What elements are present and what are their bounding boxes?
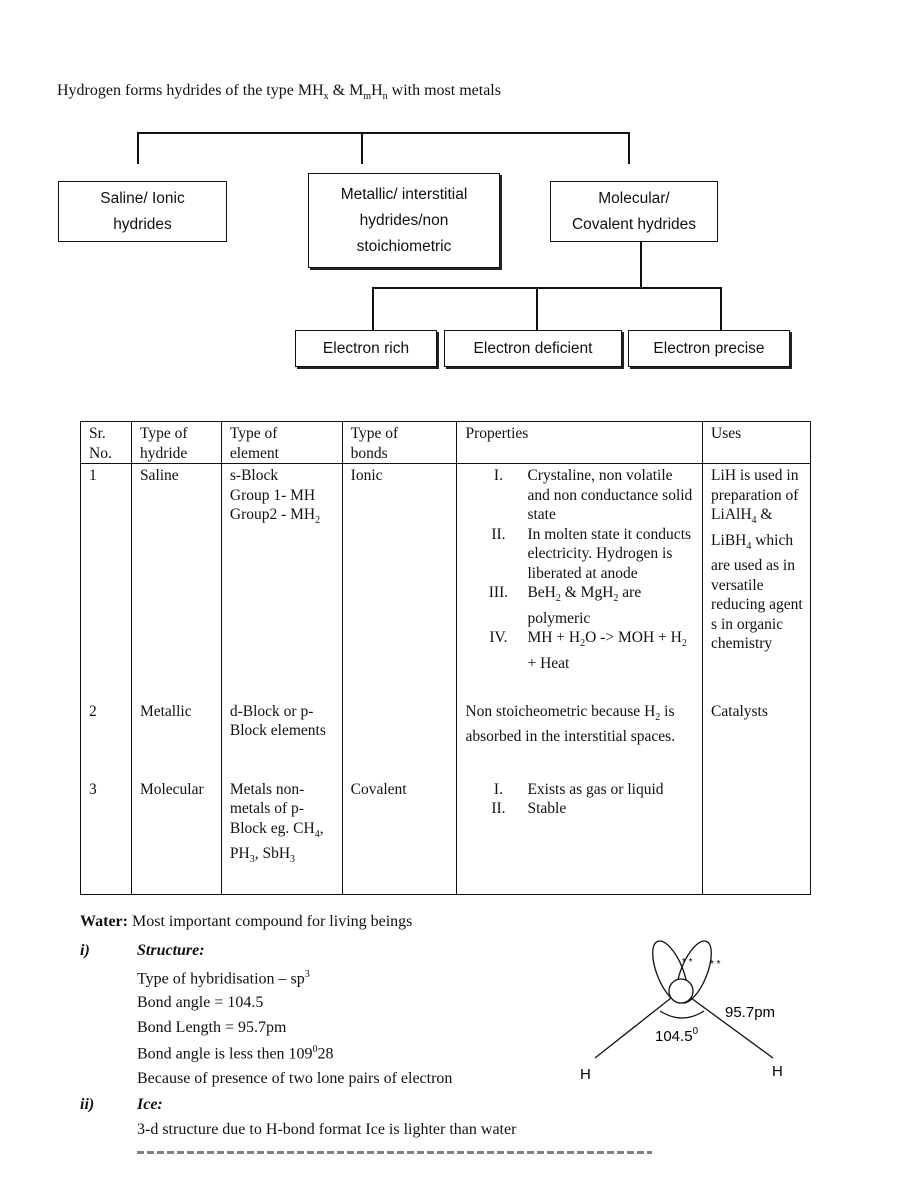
tree-drop-left — [137, 132, 139, 164]
row1-type: Saline — [131, 464, 221, 700]
row1-properties — [457, 464, 703, 700]
section-i-title: Structure: — [137, 942, 205, 959]
bond-angle-comparison-text: Bond angle is less then $109^028$ — [137, 1044, 334, 1063]
water-heading: Water: Most important compound for living beings — [80, 913, 413, 930]
bond-angle-text: Bond angle = 104.5 — [137, 994, 264, 1011]
electron-precise-box: Electron precise — [628, 330, 790, 367]
section-ii-number: ii) — [80, 1096, 95, 1113]
header-type-hydride: Type of hydride — [131, 422, 221, 464]
header-uses: Uses — [703, 422, 811, 464]
row2-bond — [342, 700, 457, 778]
hydride-table — [80, 421, 811, 895]
electron-rich-box: Electron rich — [295, 330, 437, 367]
section-ii-title: Ice: — [137, 1096, 163, 1113]
lone-pair-reason-text: Because of presence of two lone pairs of electron — [137, 1070, 453, 1087]
row2-sr: 2 — [81, 700, 132, 778]
tree-top-line — [137, 132, 630, 134]
hydrogen-right-label: H — [772, 1063, 783, 1080]
row2-type: Metallic — [131, 700, 221, 778]
subtree-drop-left — [372, 287, 374, 330]
row3-uses — [703, 778, 811, 895]
electron-deficient-box: Electron deficient — [444, 330, 622, 367]
row1-element: s-Block Group 1- MH Group2 - $MH_2$ — [221, 464, 342, 700]
molecular-drop-line — [640, 242, 642, 288]
oxygen-atom — [669, 979, 693, 1003]
metallic-hydrides-box: Metallic/ interstitial hydrides/non stoichiometric — [308, 173, 500, 268]
row3-element: Metals non-metals of p-Block eg. $CH_4$, $PH_3$, SbH$_3$ — [221, 778, 342, 895]
row3-bond: Covalent — [342, 778, 457, 895]
header-type-bonds: Type of bonds — [342, 422, 457, 464]
table-header-row — [81, 422, 811, 464]
property-item: II. In molten state it conducts electricity. Hydrogen is liberated at anode — [491, 525, 692, 582]
property-item: III. BeH$_2$ & MgH$_2$ are polymeric — [488, 584, 642, 627]
row3-type: Molecular — [131, 778, 221, 895]
table-row — [81, 700, 811, 778]
row2-uses: Catalysts — [703, 700, 811, 778]
tree-drop-right — [628, 132, 630, 164]
cut-off-line — [137, 1146, 652, 1156]
property-item: IV. MH + $H_2O$ -> MOH + $H_2$ + Heat — [489, 629, 687, 672]
property-item: II. Stable — [491, 800, 567, 817]
saline-hydrides-box: Saline/ Ionic hydrides — [58, 181, 227, 242]
row1-uses: LiH is used in preparation of LiAlH$_4$ & LiBH$_4$ which are used as in versatile reducing agent s in organic chemistry — [703, 464, 811, 700]
header-type-element: Type of element — [221, 422, 342, 464]
row1-bond: Ionic — [342, 464, 457, 700]
water-molecule-diagram — [570, 935, 800, 1085]
hydrogen-left-label: H — [580, 1066, 591, 1083]
property-item: I. Exists as gas or liquid — [493, 780, 664, 798]
row2-properties: Non stoicheometric because $H_2$ is absorbed in the interstitial spaces. — [457, 700, 703, 778]
ice-text: 3-d structure due to H-bond format Ice is lighter than water — [137, 1121, 517, 1138]
bond-length-label: 95.7pm — [725, 1004, 776, 1021]
tree-drop-mid — [361, 132, 363, 164]
lone-pair-dots-outer: * * — [710, 959, 721, 970]
subtree-top-line — [372, 287, 721, 289]
bond-length-text: Bond Length = 95.7pm — [137, 1019, 287, 1036]
section-i-number: i) — [80, 942, 90, 959]
table-row — [81, 778, 811, 895]
molecular-hydrides-box: Molecular/ Covalent hydrides — [550, 181, 718, 242]
row2-element: d-Block or p-Block elements — [221, 700, 342, 778]
subtree-drop-right — [720, 287, 722, 330]
bond-angle-label: 104.5$^0$ — [655, 1026, 699, 1045]
header-sr: Sr. No. — [81, 422, 132, 464]
hybridisation-text: Type of hybridisation – $sp^3$ — [137, 969, 310, 988]
row3-sr: 3 — [81, 778, 132, 895]
property-item: I. Crystaline, non volatile and non conductance solid state — [493, 467, 693, 523]
bond-angle-arc — [660, 1011, 704, 1018]
lone-pair-dots-inner: * * — [682, 957, 693, 968]
header-properties: Properties — [457, 422, 703, 464]
subtree-drop-mid — [536, 287, 538, 330]
row3-properties — [457, 778, 703, 895]
intro-text: Hydrogen forms hydrides of the type $MH_x$ & $M_mH_n$ with most metals — [57, 82, 501, 103]
row1-sr: 1 — [81, 464, 132, 700]
table-row — [81, 464, 811, 700]
